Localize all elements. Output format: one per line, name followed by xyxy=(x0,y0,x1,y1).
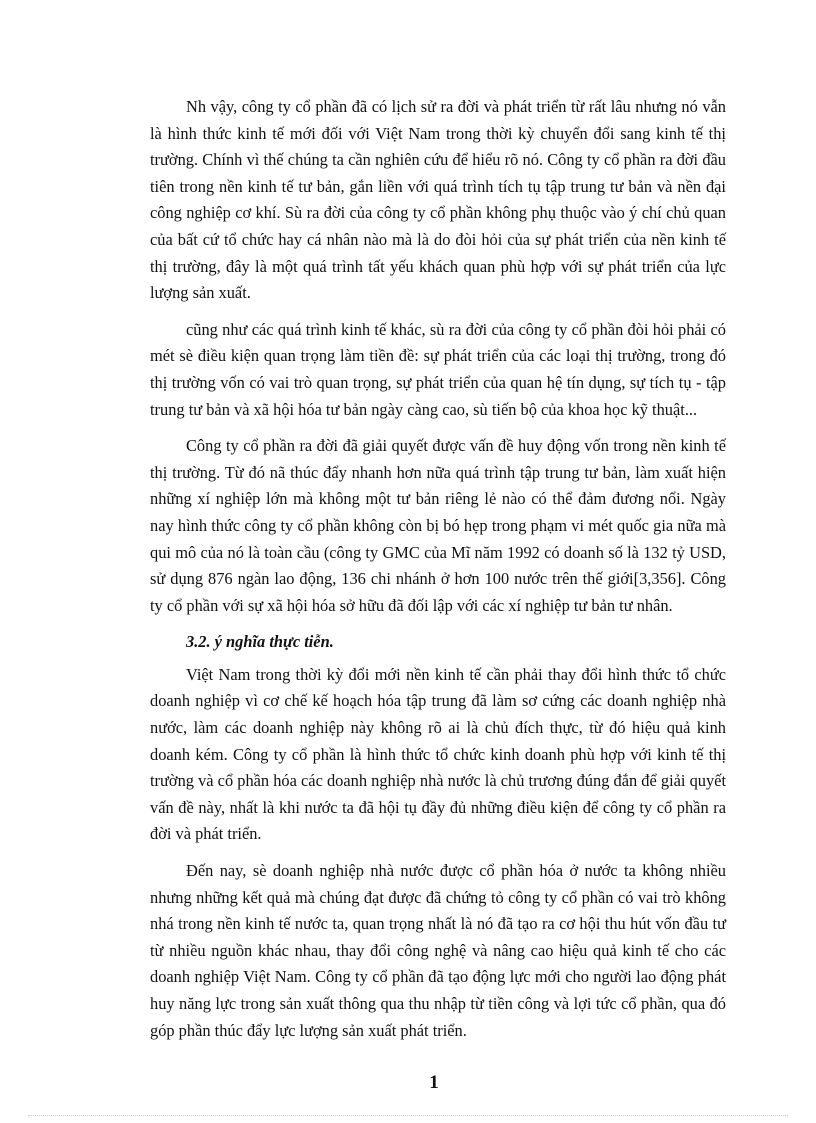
section-heading: 3.2. ý nghĩa thực tiễn. xyxy=(186,632,334,652)
document-body xyxy=(150,94,726,1054)
paragraph-history: Nh vậy, công ty cổ phần đã có lịch sử ra đời và phát triển từ rất lâu nhưng nó vẫn là hình thức kinh tế mới đối với Việt Nam trong thời kỳ chuyển đổi sang kinh tế thị trường. Chính vì thế chúng ta cần nghiên cứu để hiểu rõ nó. Công ty cổ phần ra đời đầu tiên trong nền kinh tế tư bản, gắn liền với quá trình tích tụ tập trung tư bản và nền đại công nghiệp cơ khí. Sù ra đời của công ty cổ phần không phụ thuộc vào ý chí chủ quan của bất cứ tổ chức hay cá nhân nào mà là do đòi hỏi của sự phát triển của nền kinh tế thị trường, đây là một quá trình tất yếu khách quan phù hợp với sự phát triển của lực lượng sản xuất. xyxy=(150,97,726,303)
paragraph-capital: Công ty cổ phần ra đời đã giải quyết được vấn đề huy động vốn trong nền kinh tế thị trường. Từ đó nã thúc đẩy nhanh hơn nữa quá trình tập trung tư bản, làm xuất hiện những xí nghiệp lớn mà không một tư bản riêng lẻ nào có thể đảm đương nổi. Ngày nay hình thức công ty cổ phần không còn bị bó hẹp trong phạm vi mét quốc gia nữa mà qui mô của nó là toàn cầu (công ty GMC của Mĩ năm 1992 có doanh số là 132 tỷ USD, sử dụng 876 ngàn lao động, 136 chi nhánh ở hơn 100 nước trên thế giới[3,356]. Công ty cổ phần với sự xã hội hóa sở hữu đã đối lập với các xí nghiệp tư bản tư nhân. xyxy=(150,436,726,615)
page-number: 1 xyxy=(429,1072,439,1093)
paragraph-equitization-results: Đến nay, sè doanh nghiệp nhà nước được cổ phần hóa ở nước ta không nhiều nhưng những kết quả mà chúng đạt được đã chứng tỏ công ty cổ phần có vai trò không nhá trong nền kinh tế nước ta, quan trọng nhất là nó đã tạo ra cơ hội thu hút vốn đầu tư từ nhiều nguồn khác nhau, thay đổi công nghệ và nâng cao hiệu quả kinh tế cho các doanh nghiệp Việt Nam. Công ty cổ phần đã tạo động lực mới cho người lao động phát huy năng lực trong sản xuất thông qua thu nhập từ tiền công và lợi tức cổ phần, qua đó góp phần thúc đẩy lực lượng sản xuất phát triển. xyxy=(150,861,726,1040)
paragraph-vietnam-reform: Việt Nam trong thời kỳ đổi mới nền kinh tế cần phải thay đổi hình thức tổ chức doanh nghiệp vì cơ chế kế hoạch hóa tập trung đã làm sơ cứng các doanh nghiệp nhà nước, làm các doanh nghiệp này không rõ ai là chủ đích thực, từ đó hiệu quả kinh doanh kém. Công ty cổ phần là hình thức tổ chức kinh doanh phù hợp với kinh tế thị trường và cổ phần hóa các doanh nghiệp nhà nước là chủ trương đúng đắn để giải quyết vấn đề này, nhất là khi nước ta đã hội tụ đầy đủ những điều kiện để công ty cổ phần ra đời và phát triển. xyxy=(150,664,726,844)
paragraph-conditions: cũng như các quá trình kinh tế khác, sù ra đời của công ty cổ phần đòi hỏi phải có mét sè điều kiện quan trọng làm tiền đề: sự phát triển của các loại thị trường, trong đó thị trường vốn có vai trò quan trọng, sự phát triển của quan hệ tín dụng, sự tích tụ - tập trung tư bản và xã hội hóa tư bản ngày càng cao, sù tiến bộ của khoa học kỹ thuật... xyxy=(150,319,726,419)
page-bottom-divider xyxy=(28,1115,788,1116)
